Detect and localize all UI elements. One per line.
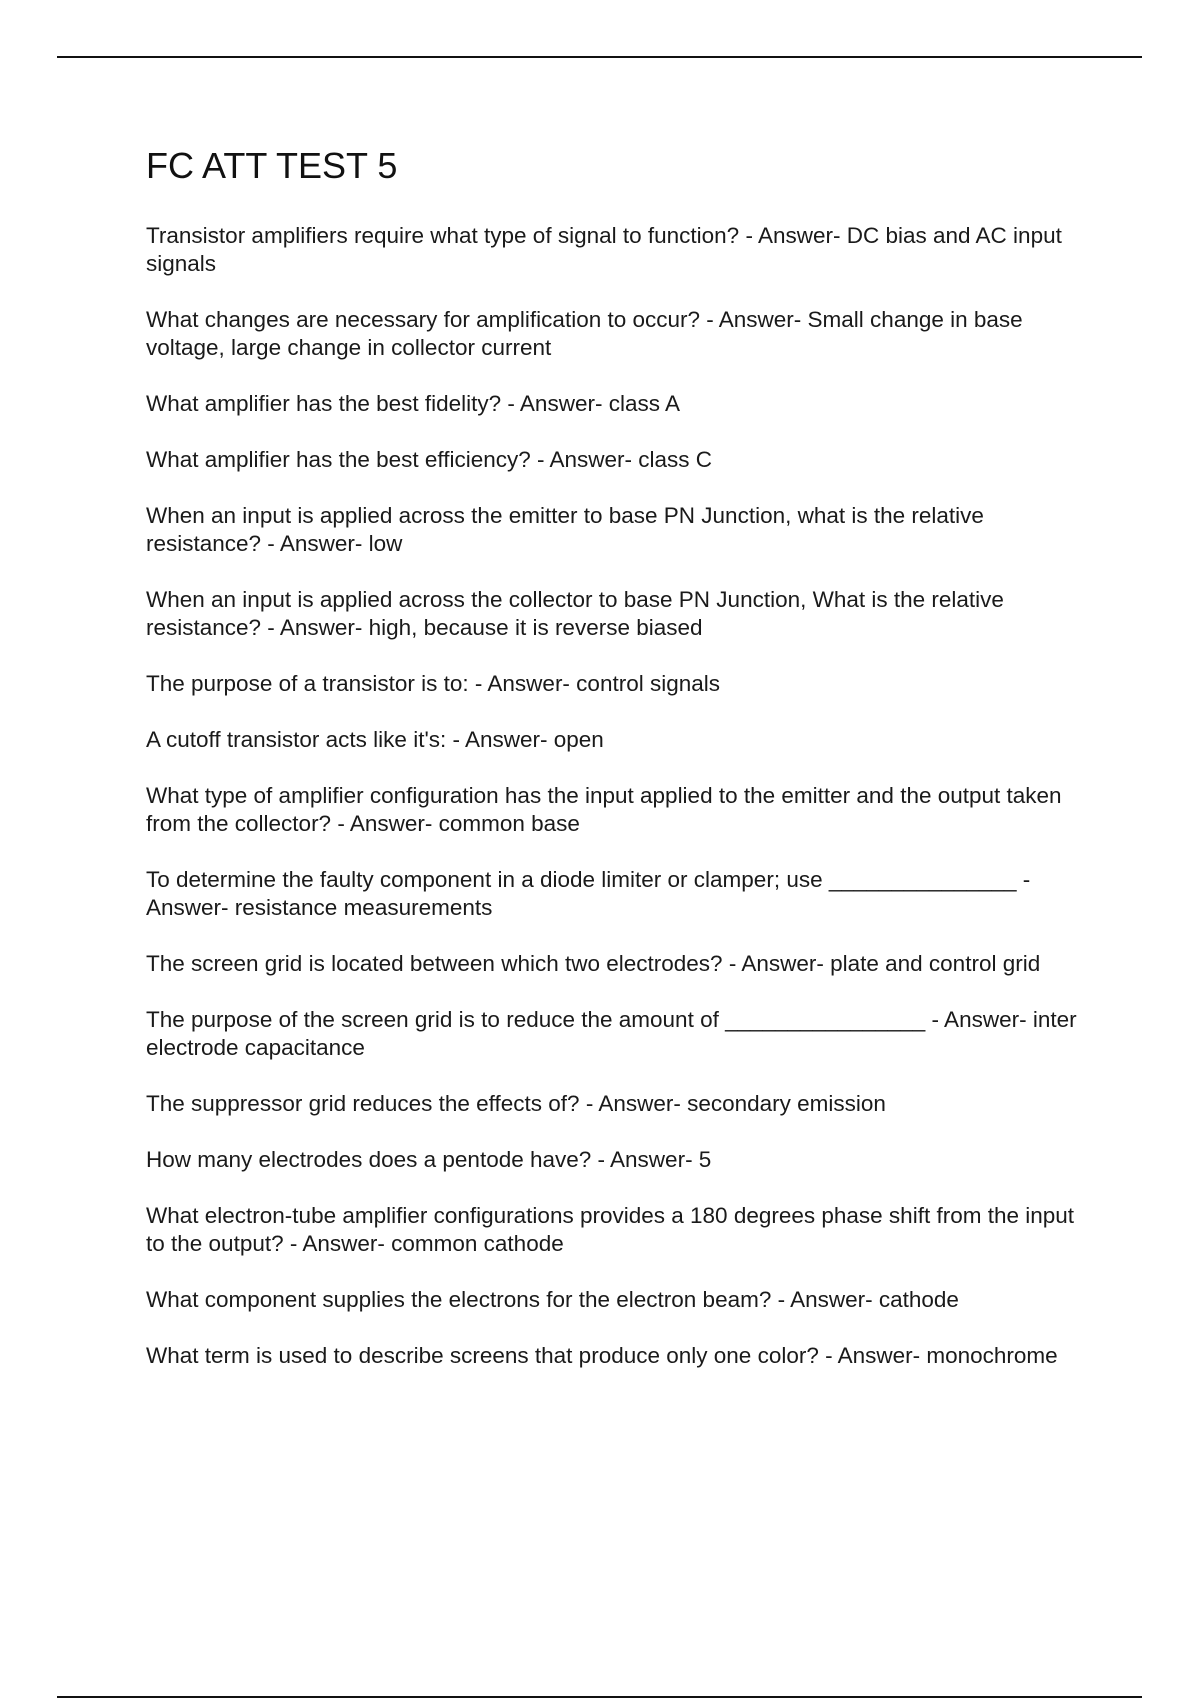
- qa-item: What amplifier has the best fidelity? - Answer- class A: [146, 391, 680, 416]
- qa-item: The purpose of a transistor is to: - Answer- control signals: [146, 671, 721, 696]
- top-rule: [57, 56, 1142, 58]
- qa-item: What type of amplifier configuration has the input applied to the emitter and the output taken from the collector? - Answer- common base: [146, 783, 1062, 836]
- qa-item: A cutoff transistor acts like it's: - Answer- open: [146, 727, 604, 752]
- qa-item: The screen grid is located between which two electrodes? - Answer- plate and control grid: [146, 951, 1041, 976]
- qa-item: What electron-tube amplifier configurations provides a 180 degrees phase shift from the input to the output? - Answer- common cathode: [146, 1203, 1075, 1256]
- qa-list: [146, 222, 1091, 1370]
- qa-item: What changes are necessary for amplification to occur? - Answer- Small change in base voltage, large change in collector current: [146, 307, 1023, 360]
- qa-item: To determine the faulty component in a diode limiter or clamper; use _______________ - Answer- resistance measurements: [146, 867, 1031, 920]
- document-title: FC ATT TEST 5: [146, 145, 398, 186]
- qa-item: Transistor amplifiers require what type of signal to function? - Answer- DC bias and AC input signals: [146, 223, 1062, 276]
- qa-item: The purpose of the screen grid is to reduce the amount of ________________ - Answer- inter electrode capacitance: [146, 1007, 1077, 1060]
- qa-item: What amplifier has the best efficiency? - Answer- class C: [146, 447, 713, 472]
- document-body: [146, 140, 1091, 1398]
- qa-item: When an input is applied across the emitter to base PN Junction, what is the relative resistance? - Answer- low: [146, 503, 984, 556]
- bottom-rule: [57, 1696, 1142, 1698]
- qa-item: When an input is applied across the collector to base PN Junction, What is the relative resistance? - Answer- high, because it is reverse biased: [146, 587, 1004, 640]
- qa-item: How many electrodes does a pentode have? - Answer- 5: [146, 1147, 712, 1172]
- qa-item: The suppressor grid reduces the effects of? - Answer- secondary emission: [146, 1091, 886, 1116]
- qa-item: What term is used to describe screens that produce only one color? - Answer- monochrome: [146, 1343, 1058, 1368]
- qa-item: What component supplies the electrons for the electron beam? - Answer- cathode: [146, 1287, 959, 1312]
